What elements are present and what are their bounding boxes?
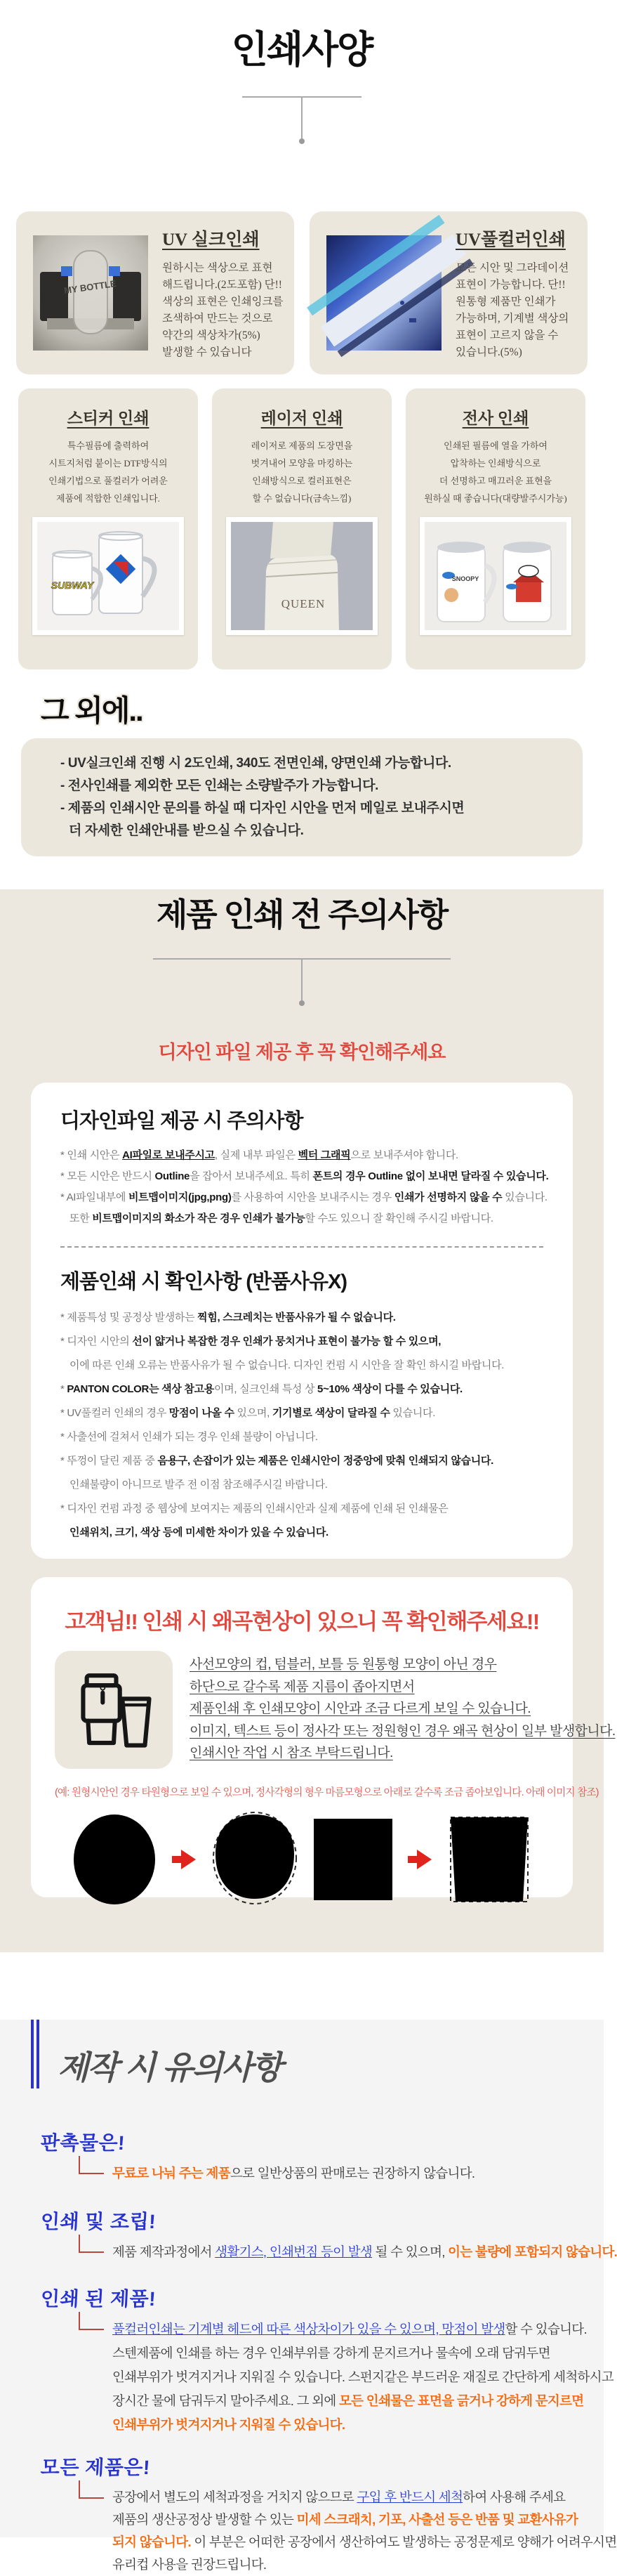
design-file-heading: 디자인파일 제공 시 주의사항 <box>60 1110 303 1132</box>
all-products-line: 유리컵 사용을 권장드립니다. <box>112 2557 267 2572</box>
divider-dot <box>299 1000 305 1006</box>
etc-line: - 제품의 인쇄시안 문의를 하실 때 디자인 시안을 먼저 메일로 보내주시면 <box>60 801 465 816</box>
all-products-item <box>40 2452 617 2576</box>
arrow-right-icon <box>406 1845 434 1874</box>
laser-line: 벗겨내어 모양을 마킹하는 <box>251 458 353 469</box>
etc-line: 더 자세한 인쇄안내를 받으실 수 있습니다. <box>69 823 304 838</box>
transfer-print-body <box>406 437 585 507</box>
transfer-print-card <box>406 388 585 669</box>
uv-silk-photo <box>33 235 148 351</box>
uv-print-cards-row <box>0 211 604 374</box>
dashed-divider <box>60 1246 543 1248</box>
assembly-line: 제품 제작과정에서 생활기스, 인쇄번짐 등이 발생 될 수 있으며, 이는 불량에 포함되지 않습니다. <box>112 2244 617 2259</box>
tumbler-cup-icon <box>71 1667 157 1753</box>
uv-silk-line: 발생할 수 있습니다 <box>162 346 252 358</box>
production-title: 제작 시 유의사항 <box>58 2049 281 2086</box>
transfer-print-title: 전사 인쇄 <box>462 410 529 427</box>
uv-fullcolor-line: 모든 시안 및 그라데이션 <box>456 261 569 274</box>
transfer-line: 원하실 때 좋습니다(대량발주시가능) <box>424 493 567 504</box>
bullet: * 인쇄 시안은 AI파일로 보내주시고, 실제 내부 파일은 벡터 그래픽으로 보내주셔야 합니다. <box>60 1149 458 1161</box>
all-products-line: 공장에서 별도의 세척과정을 거치지 않으므로 구입 후 반드시 세척하여 사용해 주세요 <box>112 2490 566 2504</box>
distortion-shapes-row <box>55 1810 549 1909</box>
divider-stem <box>301 98 303 138</box>
etc-heading: 그 외에.. <box>41 694 142 727</box>
assembly-heading: 인쇄 및 조립! <box>40 2211 157 2232</box>
uv-fullcolor-line: 표현이 가능합니다. 단!! <box>456 278 566 291</box>
printed-product-body <box>41 2312 614 2437</box>
bullet: 이에 따른 인쇄 오류는 반품사유가 될 수 없습니다. 디자인 컨펌 시 시안을 잘 확인 하시길 바랍니다. <box>69 1359 505 1371</box>
sticker-line: 시트지처럼 붙이는 DTF방식의 <box>48 458 168 469</box>
uv-silk-photo-label: MY BOTTLE <box>63 277 117 296</box>
bullet: 인쇄위치, 크기, 색상 등에 미세한 차이가 있을 수 있습니다. <box>69 1526 329 1538</box>
circle-shape <box>72 1813 157 1906</box>
print-check-bullets <box>60 1306 543 1545</box>
sticker-line: 특수필름에 출력하여 <box>67 440 150 451</box>
sticker-print-card <box>18 388 198 669</box>
print-check-heading: 제품인쇄 시 확인사항 (반품사유X) <box>60 1271 347 1293</box>
assembly-item <box>40 2206 617 2264</box>
uv-silk-line: 색상의 표현은 인쇄잉크를 <box>162 295 284 308</box>
uv-fullcolor-machine-image <box>326 235 442 351</box>
bullet: * 모든 시안은 반드시 Outline을 잡아서 보내주세요. 특히 폰트의 경우 Outline 없이 보내면 달라질 수 있습니다. <box>60 1170 549 1182</box>
bullet: * 제품특성 및 공정상 발생하는 찍힘, 스크레치는 반품사유가 될 수 없습니다. <box>60 1312 396 1323</box>
laser-line: 레이저로 제품의 도장면을 <box>251 440 353 451</box>
l-connector <box>79 2156 104 2174</box>
design-file-bullets <box>60 1145 549 1229</box>
glass-mugs-image <box>37 522 179 630</box>
etc-info-box <box>21 738 583 856</box>
all-products-line: 되지 않습니다. 이 부분은 어떠한 공장에서 생산하여도 발생하는 공정문제로 양해가 어려우시면 <box>112 2535 617 2549</box>
page-title: 인쇄사양 <box>231 29 373 71</box>
distortion-title: 고객님!! 인쇄 시 왜곡현상이 있으니 꼭 확인해주세요!! <box>65 1609 539 1634</box>
distorted-circle-shape <box>210 1810 300 1909</box>
uv-fullcolor-line: 원통형 제품만 인쇄가 <box>456 295 556 308</box>
divider-dot <box>299 138 305 144</box>
title-divider <box>0 96 604 144</box>
printed-line: 풀컬러인쇄는 기계별 헤드에 따른 색상차이가 있을 수 있으며, 망점이 발생할 수 있습니다. <box>112 2322 587 2336</box>
title-divider <box>0 958 604 1006</box>
sticker-print-body <box>18 437 198 507</box>
printed-line: 장시간 물에 담궈두지 말아주세요. 그 외에 모든 인쇄물은 표면을 긁거나 강하게 문지르면 <box>112 2393 584 2408</box>
all-products-heading: 모든 제품은! <box>40 2457 151 2478</box>
design-file-subtitle: 디자인 파일 제공 후 꼭 확인해주세요 <box>158 1042 446 1063</box>
distortion-warning-card <box>31 1577 616 1897</box>
printed-product-item <box>40 2284 614 2437</box>
l-connector <box>79 2480 104 2499</box>
laser-line: 인쇄방식으로 컬러표현은 <box>252 476 352 486</box>
etc-line: - UV실크인쇄 진행 시 2도인쇄, 340도 전면인쇄, 양면인쇄 가능합니다. <box>60 756 451 771</box>
promo-heading: 판촉물은! <box>40 2132 126 2154</box>
uv-fullcolor-line: 있습니다.(5%) <box>456 346 522 358</box>
printed-line: 인쇄부위가 벗겨지거나 지워질 수 있습니다. 스펀지같은 부드러운 재질로 간단하게 세척하시고 <box>112 2369 614 2384</box>
uv-silk-line: 조색하여 만드는 것으로 <box>162 312 273 325</box>
l-connector <box>79 2312 104 2330</box>
laser-print-card <box>212 388 392 669</box>
bullet: * UV풀컬러 인쇄의 경우 망점이 나올 수 있으며, 기기별로 색상이 달라질 수 있습니다. <box>60 1407 436 1419</box>
laser-print-body <box>212 437 392 507</box>
l-connector <box>79 2235 104 2253</box>
printed-product-heading: 인쇄 된 제품! <box>40 2288 157 2310</box>
bullet: * 디자인 시안의 선이 얇거나 복잡한 경우 인쇄가 뭉치거나 표현이 불가능 할 수 있으며, <box>60 1335 442 1347</box>
uv-fullcolor-photo <box>326 235 442 351</box>
production-notes-section <box>0 2020 617 2572</box>
distortion-line: 인쇄시안 작업 시 참조 부탁드립니다. <box>190 1746 393 1760</box>
sticker-print-title: 스티커 인쇄 <box>67 410 150 427</box>
transfer-print-photo <box>420 517 571 635</box>
transfer-line: 인쇄된 필름에 열을 가하여 <box>444 440 548 451</box>
distortion-example-note: (예: 원형시안인 경우 타원형으로 보일 수 있으며, 정사각형의 형우 마름모형으로 아래로 갈수록 조금 좁아보입니다. 아래 이미지 참조) <box>55 1787 599 1798</box>
uv-fullcolor-title: UV풀컬러인쇄 <box>456 230 566 249</box>
uv-silk-text <box>162 225 283 361</box>
section-gap <box>0 1952 604 1992</box>
uv-silk-line: 약간의 색상차가(5%) <box>162 329 260 341</box>
sticker-photo-label: SUBWAY <box>51 580 94 591</box>
uv-silk-machine-image <box>33 235 148 351</box>
laser-tumbler-image <box>231 522 373 630</box>
transfer-line: 압착하는 인쇄방식으로 <box>450 458 541 469</box>
blue-bars-icon <box>31 2020 39 2088</box>
uv-silk-title: UV 실크인쇄 <box>162 230 260 249</box>
divider-stem <box>301 960 303 1000</box>
laser-print-title: 레이저 인쇄 <box>260 410 343 427</box>
bullet: * AI파일내부에 비트맵이미지(jpg,png)를 사용하여 시안을 보내주시는 경우 인쇄가 선명하지 않을 수 있습니다. <box>60 1191 548 1203</box>
production-title-block <box>31 2020 604 2088</box>
promo-item <box>41 2128 604 2185</box>
transfer-line: 더 선명하고 매끄러운 표현을 <box>439 476 552 486</box>
laser-photo-label: QUEEN <box>281 597 326 610</box>
printed-line: 인쇄부위가 벗겨지거나 지워질 수 있습니다. <box>112 2417 345 2432</box>
uv-silk-line: 해드립니다.(2도포함) 단!! <box>162 278 282 291</box>
distortion-line: 이미지, 텍스트 등이 정사각 또는 정원형인 경우 왜곡 현상이 일부 발생합니다. <box>190 1723 616 1739</box>
uv-fullcolor-line: 가능하며, 기계별 색상의 <box>456 312 569 325</box>
distortion-line: 하단으로 갈수록 제품 지름이 좁아지면서 <box>190 1679 415 1694</box>
sticker-line: 인쇄기법으로 풀컬러가 어려운 <box>48 476 168 486</box>
bullet: * 디자인 컨펌 과정 중 웹상에 보여지는 제품의 인쇄시안과 실제 제품에 인쇄 된 인쇄물은 <box>60 1503 449 1515</box>
square-shape <box>312 1817 394 1902</box>
distorted-square-shape <box>446 1815 532 1904</box>
assembly-body <box>41 2235 617 2264</box>
pre-print-title: 제품 인쇄 전 주의사항 <box>156 896 448 933</box>
bullet: 또한 비트맵이미지의 화소가 작은 경우 인쇄가 불가능할 수도 있으니 잘 확인해 주시길 바랍니다. <box>69 1212 493 1224</box>
distortion-line: 사선모양의 컵, 텀블러, 보틀 등 원통형 모양이 아닌 경우 <box>190 1657 497 1672</box>
character-mugs-image <box>425 522 566 630</box>
laser-print-photo <box>226 517 378 635</box>
all-products-line: 제품의 생산공정상 발생할 수 있는 미세 스크래치, 기포, 사출선 등은 반품 및 교환사유가 <box>112 2512 578 2527</box>
distortion-lines <box>190 1651 616 1769</box>
all-products-body <box>41 2480 617 2576</box>
distortion-explain-row <box>55 1651 616 1769</box>
bullet: * 사출선에 걸쳐서 인쇄가 되는 경우 인쇄 불량이 아닙니다. <box>60 1431 318 1443</box>
pre-print-notice-section <box>0 889 616 1952</box>
sticker-print-photo <box>32 517 184 635</box>
bullet: 인쇄불량이 아니므로 발주 전 이점 참조해주시길 바랍니다. <box>69 1479 328 1491</box>
print-spec-section <box>0 20 604 850</box>
arrow-right-icon <box>170 1845 198 1874</box>
printed-line: 스텐제품에 인쇄를 하는 경우 인쇄부위를 강하게 문지르거나 물속에 오래 담궈두면 <box>112 2346 550 2360</box>
transfer-photo-label: SNOOPY <box>451 575 479 582</box>
tumbler-icon-box <box>55 1651 173 1769</box>
promo-line: 무료로 나눠 주는 제품으로 일반상품의 판매로는 권장하지 않습니다. <box>112 2166 475 2181</box>
uv-silk-card <box>16 211 294 374</box>
method-cards-row <box>0 388 604 669</box>
sticker-line: 제품에 적합한 인쇄입니다. <box>56 493 160 504</box>
etc-line: - 전사인쇄를 제외한 모든 인쇄는 소량발주가 가능합니다. <box>60 778 379 793</box>
uv-silk-line: 원하시는 색상으로 표현 <box>162 261 273 274</box>
design-file-notice-card <box>31 1083 573 1559</box>
promo-body <box>41 2156 604 2185</box>
distortion-line: 제품인쇄 후 인쇄모양이 시안과 조금 다르게 보일 수 있습니다. <box>190 1701 531 1716</box>
bullet: * 뚜껑이 달린 제품 중 음용구, 손잡이가 있는 제품은 인쇄시안이 정중앙에 맞춰 인쇄되지 않습니다. <box>60 1455 493 1467</box>
uv-fullcolor-card <box>310 211 588 374</box>
uv-fullcolor-line: 표현이 고르지 않을 수 <box>456 329 559 341</box>
laser-line: 할 수 없습니다(금속느낌) <box>252 493 352 504</box>
uv-fullcolor-text <box>456 225 569 361</box>
bullet: * PANTON COLOR는 색상 참고용이며, 실크인쇄 특성 상 5~10% 색상이 다를 수 있습니다. <box>60 1383 463 1395</box>
